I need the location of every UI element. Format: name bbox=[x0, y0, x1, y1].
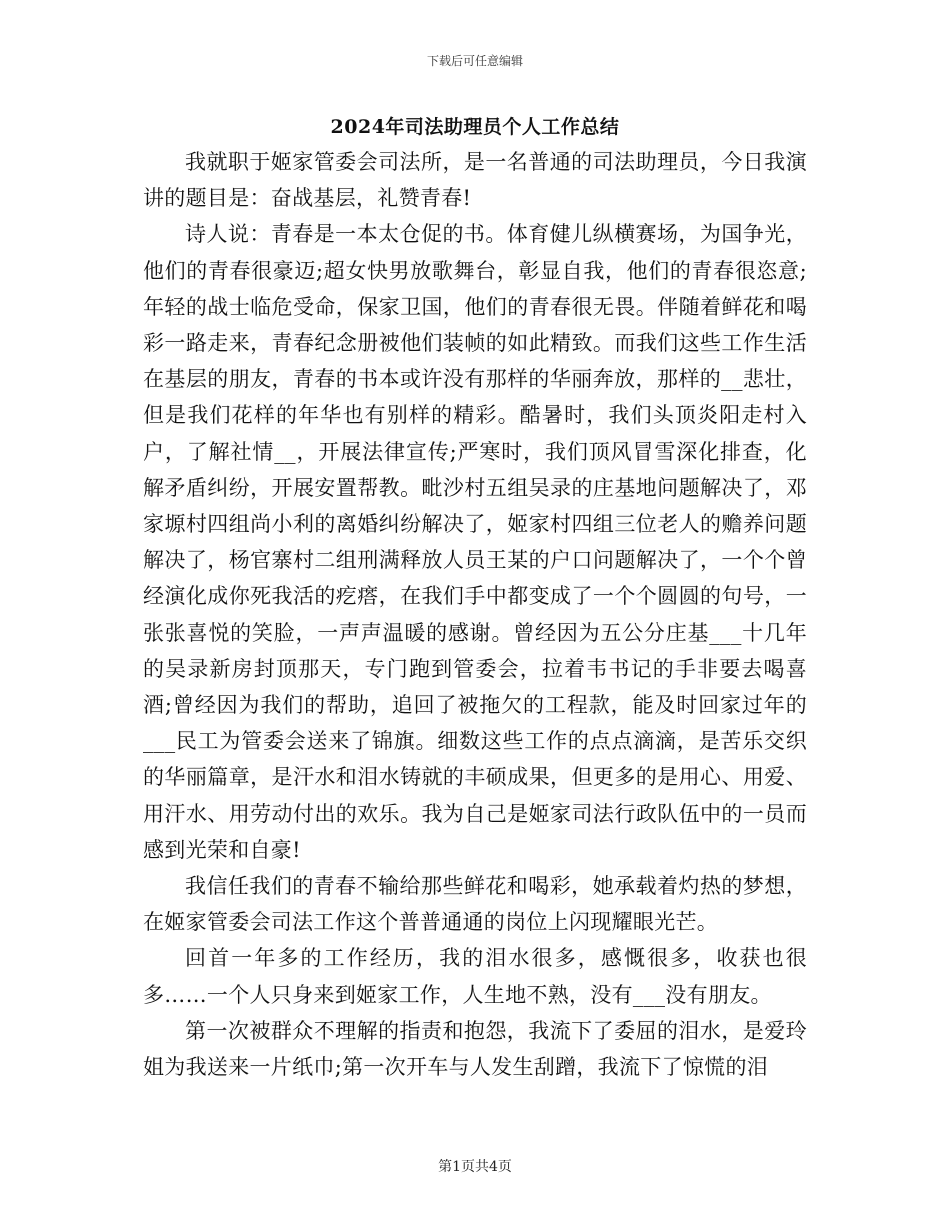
document-body bbox=[143, 110, 807, 1085]
paragraph-poet: 诗人说：青春是一本太仓促的书。体育健儿纵横赛场，为国争光，他们的青春很豪迈;超女快男放歌舞台，彰显自我，他们的青春很恣意;年轻的战士临危受命，保家卫国，他们的青春很无畏。伴随着鲜花和喝彩一路走来，青春纪念册被他们装帧的如此精致。而我们这些工作生活在基层的朋友，青春的书本或许没有那样的华丽奔放，那样的__悲壮，但是我们花样的年华也有别样的精彩。酷暑时，我们头顶炎阳走村入户，了解社情__，开展法律宣传;严寒时，我们顶风冒雪深化排查，化解矛盾纠纷，开展安置帮教。毗沙村五组吴录的庄基地问题解决了，邓家塬村四组尚小利的离婚纠纷解决了，姬家村四组三位老人的赡养问题解决了，杨官寨村二组刑满释放人员王某的户口问题解决了，一个个曾经演化成你死我活的疙瘩，在我们手中都变成了一个个圆圆的句号，一张张喜悦的笑脸，一声声温暖的感谢。曾经因为五公分庄基___十几年的吴录新房封顶那天，专门跑到管委会，拉着韦书记的手非要去喝喜酒;曾经因为我们的帮助，追回了被拖欠的工程款，能及时回家过年的___民工为管委会送来了锦旗。细数这些工作的点点滴滴，是苦乐交织的华丽篇章，是汗水和泪水铸就的丰硕成果，但更多的是用心、用爱、用汗水、用劳动付出的欢乐。我为自己是姬家司法行政队伍中的一员而感到光荣和自豪! bbox=[143, 222, 807, 862]
header-note: 下载后可任意编辑 bbox=[426, 54, 523, 68]
page-number: 第1页共4页 bbox=[438, 1159, 512, 1175]
paragraph-intro: 我就职于姬家管委会司法所，是一名普通的司法助理员，今日我演讲的题目是：奋战基层，礼赞青春! bbox=[143, 150, 807, 211]
document-title: 2024年司法助理员个人工作总结 bbox=[330, 116, 620, 138]
paragraph-first-time: 第一次被群众不理解的指责和抱怨，我流下了委屈的泪水，是爱玲姐为我送来一片纸巾;第一次开车与人发生刮蹭，我流下了惊慌的泪 bbox=[143, 1018, 807, 1080]
paragraph-review: 回首一年多的工作经历，我的泪水很多，感慨很多，收获也很多……一个人只身来到姬家工作，人生地不熟，没有___没有朋友。 bbox=[143, 946, 807, 1007]
paragraph-trust: 我信任我们的青春不输给那些鲜花和喝彩，她承载着灼热的梦想，在姬家管委会司法工作这个普普通通的岗位上闪现耀眼光芒。 bbox=[143, 874, 807, 935]
